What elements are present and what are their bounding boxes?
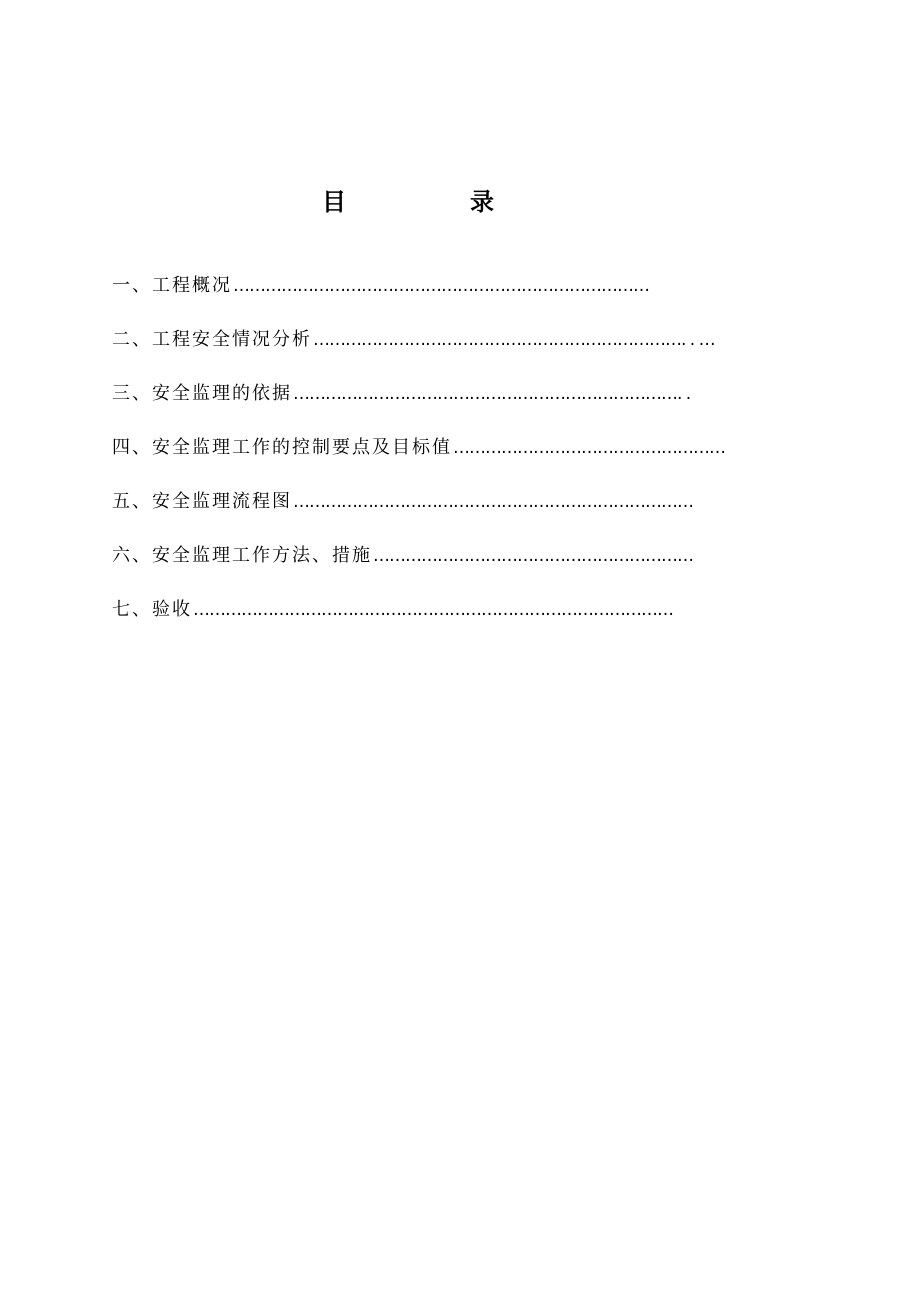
toc-entry[interactable]: [112, 324, 762, 378]
toc-list: [112, 270, 762, 648]
toc-entry-label: 六、安全监理工作方法、措施: [112, 545, 372, 566]
toc-entry-label: 四、安全监理工作的控制要点及目标值: [112, 437, 452, 458]
toc-entry[interactable]: [112, 594, 762, 648]
toc-entry-leader: ……………………………………………………………. . …: [313, 330, 715, 350]
toc-entry-label: 三、安全监理的依据: [112, 383, 292, 404]
toc-title-char-2: 录: [470, 188, 494, 216]
toc-entry-leader: ……………………………………………………………………: [233, 276, 649, 296]
toc-entry-leader: ………………………………………………………………………………: [193, 600, 673, 620]
toc-entry[interactable]: [112, 270, 762, 324]
toc-entry[interactable]: [112, 486, 762, 540]
toc-entry-label: 七、验收: [112, 599, 192, 620]
toc-entry-label: 一、工程概况: [112, 275, 232, 296]
toc-entry-leader: …………………………………………………………………: [293, 492, 693, 512]
toc-title-char-1: 目: [322, 188, 346, 216]
toc-entry[interactable]: [112, 378, 762, 432]
toc-entry-leader: ………………………………………………………………. .: [293, 384, 691, 404]
toc-entry[interactable]: [112, 540, 762, 594]
toc-entry-label: 二、工程安全情况分析: [112, 329, 312, 350]
toc-entry[interactable]: [112, 432, 762, 486]
toc-entry-label: 五、安全监理流程图: [112, 491, 292, 512]
toc-title: [0, 184, 920, 220]
toc-entry-leader: ……………………………………………: [453, 438, 725, 458]
toc-entry-leader: ……………………………………………………: [373, 546, 693, 566]
